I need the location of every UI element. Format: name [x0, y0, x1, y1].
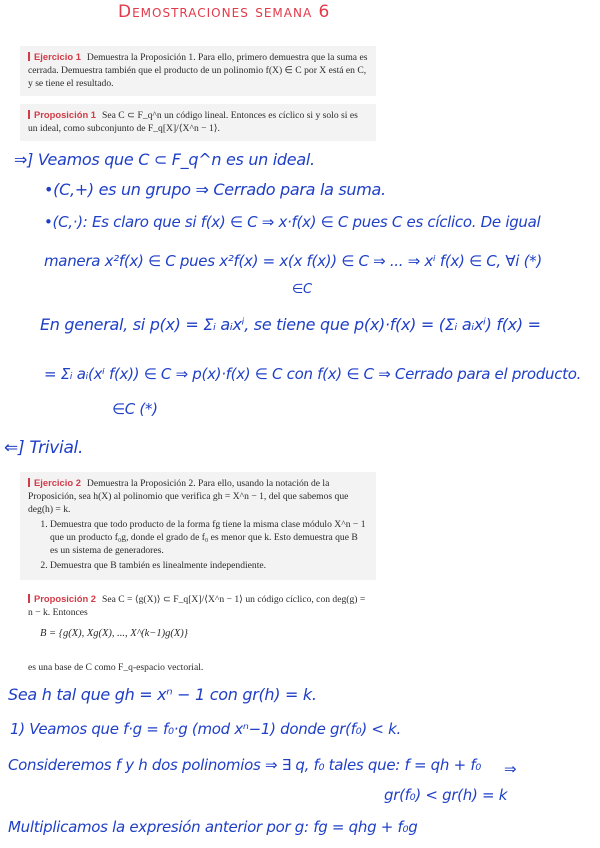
proposicion-2-conclusion: es una base de C como F_q-espacio vectorial.: [28, 662, 204, 673]
ejercicio-1-box: [20, 46, 376, 96]
handwritten-line: manera x²f(x) ∈ C pues x²f(x) = x(x f(x)) ∈ C ⇒ ... ⇒ xⁱ f(x) ∈ C, ∀i (*): [44, 252, 542, 270]
ejercicio-1-label: Ejercicio 1: [34, 51, 81, 62]
handwritten-line: gr(f₀) < gr(h) = k: [384, 786, 508, 804]
ejercicio-2-list: [28, 518, 368, 572]
ejercicio-2-text: Demuestra la Proposición 2. Para ello, usando la notación de la Proposición, sea h(X) al polinomio que verifica gh = X^n − 1, del que sabemos que deg(h) = k.: [28, 478, 349, 515]
list-item: 1. Demuestra que todo producto de la forma fg tiene la misma clase módulo X^n − 1 que un producto f₀g, donde el grado de f₀ es menor que k. Esto demuestra que B es un sistema de generadores.: [50, 518, 368, 557]
proposicion-1-label: Proposición 1: [34, 109, 96, 120]
handwritten-note: ⇒: [504, 760, 517, 778]
ejercicio-1-text: Demuestra la Proposición 1. Para ello, primero demuestra que la suma es cerrada. Demuestra también que el producto de un polinomio f(X) ∈ C por X está en C, y se tiene el resultado.: [28, 52, 368, 89]
handwritten-line: •(C,+) es un grupo ⇒ Cerrado para la suma.: [44, 180, 386, 199]
ejercicio-2-box: [20, 472, 376, 580]
accent-bar: [28, 110, 30, 119]
accent-bar: [28, 478, 30, 487]
handwritten-line: Consideremos f y h dos polinomios ⇒ ∃ q, f₀ tales que: f = qh + f₀: [8, 756, 482, 774]
handwritten-line: 1) Veamos que f·g = f₀·g (mod xⁿ−1) donde gr(f₀) < k.: [10, 720, 401, 738]
list-item: 2. Demuestra que B también es linealmente independiente.: [50, 559, 368, 572]
handwritten-line: Multiplicamos la expresión anterior por g: fg = qhg + f₀g: [8, 818, 418, 836]
accent-bar: [28, 52, 30, 61]
handwritten-line: Sea h tal que gh = xⁿ − 1 con gr(h) = k.: [8, 685, 317, 704]
accent-bar: [28, 594, 30, 603]
handwritten-line: = Σᵢ aᵢ(xⁱ f(x)) ∈ C ⇒ p(x)·f(x) ∈ C con f(x) ∈ C ⇒ Cerrado para el producto.: [44, 365, 582, 383]
handwritten-line: En general, si p(x) = Σᵢ aᵢxⁱ, se tiene que p(x)·f(x) = (Σᵢ aᵢxⁱ) f(x) =: [40, 315, 541, 334]
handwritten-line: ⇐] Trivial.: [4, 438, 84, 458]
proposicion-1-box: [20, 104, 376, 141]
handwritten-line: ⇒] Veamos que C ⊂ F_q^n es un ideal.: [14, 150, 315, 169]
basis-formula: B = {g(X), Xg(X), ..., X^(k−1)g(X)}: [40, 628, 188, 639]
page-title: Demostraciones semana 6: [118, 2, 331, 22]
proposicion-1-text: Sea C ⊂ F_q^n un código lineal. Entonces es cíclico si y solo si es un ideal, como subconjunto de F_q[X]/⟨X^n − 1⟩.: [28, 110, 358, 134]
handwritten-note: ∈C: [292, 282, 312, 297]
proposicion-2-text: Sea C = ⟨g(X)⟩ ⊂ F_q[X]/⟨X^n − 1⟩ un código cíclico, con deg(g) = n − k. Entonces: [28, 594, 366, 618]
ejercicio-2-label: Ejercicio 2: [34, 477, 81, 488]
handwritten-line: •(C,·): Es claro que si f(x) ∈ C ⇒ x·f(x) ∈ C pues C es cíclico. De igual: [44, 213, 541, 231]
proposicion-2-label: Proposición 2: [34, 593, 96, 604]
proposicion-2-box: [20, 588, 376, 654]
handwritten-note: ∈C (*): [112, 400, 158, 418]
